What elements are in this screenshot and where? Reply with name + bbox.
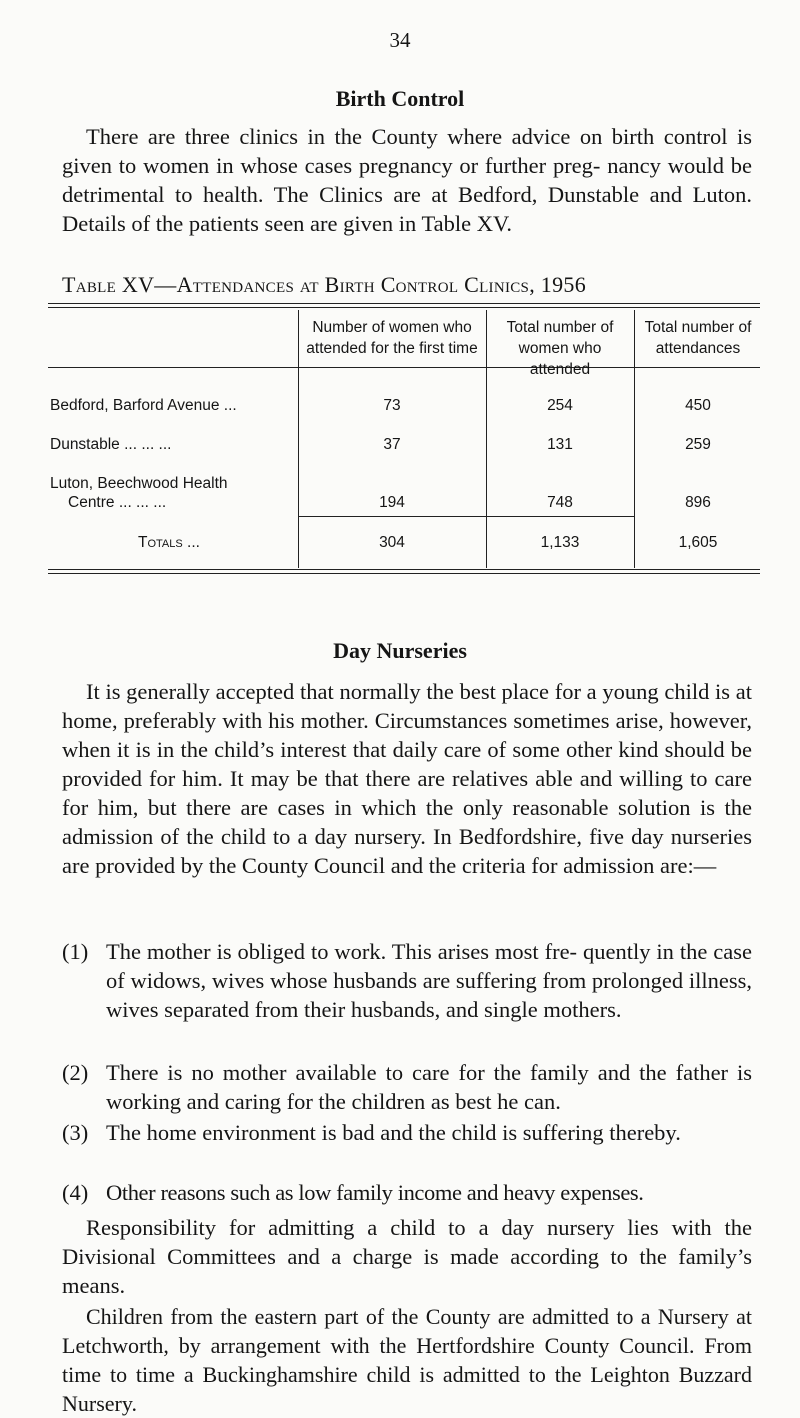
table-top-rule xyxy=(48,303,760,304)
eastern-county-paragraph: Children from the eastern part of the County are admitted to a Nursery at Letchworth, by arrangement with the Hertfordshire County Council. From time to time a Buckinghamshire child is admitted to the Leighton Buzzard Nursery. xyxy=(62,1304,752,1416)
criterion-4-text: Other reasons such as low family income and heavy expenses. xyxy=(106,1180,644,1205)
cell-luton-attendances: 896 xyxy=(685,494,711,511)
day-nurseries-intro: It is generally accepted that normally the best place for a young child is at home, preferably with his mother. Circumstances sometimes arise, however, when it is in the child’s interest that daily care of some other kind should be provided for him. It may be that there are relatives able and willing to care for him, but there are cases in which the only reasonable solution is the admission of the child to a day nursery. In Bedfordshire, five day nurseries are provided by the County Council and the criteria for admission are:— xyxy=(62,679,752,878)
table-bottom-rule xyxy=(48,569,760,570)
cell-total-attendances: 1,605 xyxy=(678,534,718,551)
table-bottom-rule-2 xyxy=(48,573,760,574)
criterion-4-number: (4) xyxy=(62,1180,89,1205)
cell-luton-total: 748 xyxy=(547,494,573,511)
criterion-2-text: There is no mother available to care for the family and the father is working and caring for the children as best he can. xyxy=(106,1060,752,1114)
cell-total-women: 1,133 xyxy=(540,534,580,551)
row-label-luton-line1: Luton, Beechwood Health xyxy=(50,475,228,492)
cell-luton-first: 194 xyxy=(379,494,405,511)
criterion-3-number: (3) xyxy=(62,1120,89,1145)
birth-control-paragraph: There are three clinics in the County where advice on birth control is given to women in whose cases pregnancy or further preg- nancy would be detrimental to health. The Clinics are at Bedford, Dunstable and Luton. Details of the patients seen are given in Table XV. xyxy=(62,124,752,236)
cell-dunstable-attendances: 259 xyxy=(685,436,711,453)
header-first-time: Number of women who attended for the first time xyxy=(306,319,478,357)
criterion-2-number: (2) xyxy=(62,1060,89,1085)
column-divider-1 xyxy=(298,310,299,568)
header-total-attendances: Total number of attendances xyxy=(644,319,752,357)
row-label-bedford: Bedford, Barford Avenue ... xyxy=(50,397,237,414)
header-bottom-rule xyxy=(48,367,760,368)
day-nurseries-heading: Day Nurseries xyxy=(333,638,467,663)
criterion-1-text: The mother is obliged to work. This arises most fre- quently in the case of widows, wives whose husbands are suffering from prolonged illness, wives separated from their husbands, and single mothers. xyxy=(106,939,752,1022)
birth-control-heading: Birth Control xyxy=(335,86,465,111)
page-number: 34 xyxy=(389,28,411,52)
responsibility-paragraph: Responsibility for admitting a child to a day nursery lies with the Divisional Committees and a charge is made according to the family’s means. xyxy=(62,1215,752,1298)
totals-top-rule xyxy=(298,516,635,517)
criterion-1-number: (1) xyxy=(62,939,89,964)
cell-total-first: 304 xyxy=(379,534,405,551)
totals-label: Totals ... xyxy=(138,534,200,551)
table-title: Table XV—Attendances at Birth Control Clinics, 1956 xyxy=(62,272,586,297)
cell-dunstable-first: 37 xyxy=(383,436,401,453)
cell-dunstable-total: 131 xyxy=(547,436,573,453)
row-label-dunstable: Dunstable ... ... ... xyxy=(50,436,172,453)
column-divider-2 xyxy=(486,310,487,568)
cell-bedford-attendances: 450 xyxy=(685,397,711,414)
header-total-women: Total number of women who attended xyxy=(506,319,614,378)
column-divider-3 xyxy=(634,310,635,568)
table-top-rule-2 xyxy=(48,307,760,308)
cell-bedford-first: 73 xyxy=(383,397,401,414)
criterion-3-text: The home environment is bad and the child is suffering thereby. xyxy=(106,1120,681,1145)
row-label-luton-line2: Centre ... ... ... xyxy=(68,494,167,511)
cell-bedford-total: 254 xyxy=(547,397,573,414)
